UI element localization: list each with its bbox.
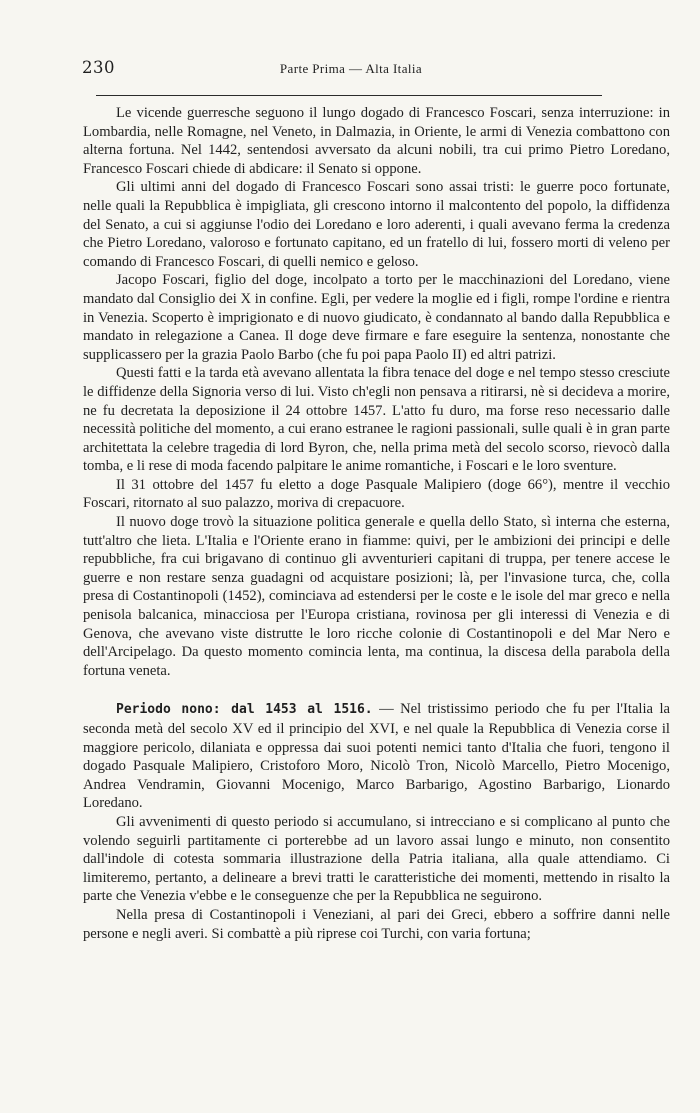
- paragraph: Jacopo Foscari, figlio del doge, incolpato a torto per le macchinazioni del Loredano, viene mandato dal Consiglio dei X in confine. Egli, per vedere la moglie ed i figli, rompe l'ordine e rientra in Venezia. Scoperto è imprigionato e di nuovo giudicato, è condannato al bando dalla Repubblica e mandato in relegazione a Canea. Il doge deve firmare e fare eseguire la sentenza, nonostante che supplicassero per la grazia Paolo Barbo (che fu poi papa Paolo II) ed altri patrizi.: [83, 272, 670, 363]
- paragraph: Nella presa di Costantinopoli i Veneziani, al pari dei Greci, ebbero a soffrire danni nelle persone e negli averi. Si combattè a più riprese coi Turchi, con varia fortuna;: [83, 906, 670, 942]
- paragraph: Il nuovo doge trovò la situazione politica generale e quella dello Stato, sì interna che esterna, tutt'altro che lieta. L'Italia e l'Oriente erano in fiamme: quivi, per le ambizioni dei principi e delle repubbliche, fra cui brigavano di continuo gli avventurieri capitani di truppa, per tenere accese le guerre e non restare senza guadagni od acquistare posizioni; là, per l'invasione turca, che, colla presa di Costantinopoli (1452), cominciava ad estendersi per le coste e le isole del mar greco e nella penisola balcanica, minacciosa per l'Europa cristiana, rovinosa per gli interessi di Venezia e di Genova, che avevano viste distrutte le loro ricche colonie di Costantinopoli e del Mar Nero e dell'Arcipelago. Da questo momento comincia lenta, ma continua, la discesa della parabola della fortuna veneta.: [83, 514, 670, 679]
- running-title: Parte Prima — Alta Italia: [279, 61, 423, 76]
- header-rule: [96, 95, 602, 96]
- period-intro: — Nel tristissimo periodo che fu per l'Italia la seconda metà del secolo XV ed il principio del XVI, e nel quale la Repubblica di Venezia corse il maggiore pericolo, dilaniata e oppressa dai suoi potenti nemici tanto d'Italia che fuori, tengono il dogado Pasquale Malipiero, Cristoforo Moro, Nicolò Tron, Nicolò Marcello, Pietro Mocenigo, Andrea Vendramin, Giovanni Mocenigo, Marco Barbarigo, Agostino Barbarigo, Lionardo Loredano.: [83, 701, 670, 812]
- paragraph: Questi fatti e la tarda età avevano allentata la fibra tenace del doge e nel tempo stesso cresciute le diffidenze della Signoria verso di lui. Visto ch'egli non pensava a ritirarsi, nè si decideva a morire, ne fu decretata la deposizione il 24 ottobre 1457. L'atto fu duro, ma forse reso necessario dalle necessità politiche del momento, a cui erano estranee le ragioni passionali, sulle quali è in gran parte architettata la celebre tragedia di lord Byron, che, nella prima metà del secolo scorso, rievocò dalla tomba, e li rese di moda facendo palpitare le anime romantiche, i Foscari e le loro sventure.: [83, 365, 670, 475]
- period-heading: Periodo nono: dal 1453 al 1516.: [116, 702, 373, 718]
- paragraph: Gli ultimi anni del dogado di Francesco Foscari sono assai tristi: le guerre poco fortunate, nelle quali la Repubblica è impigliata, gli crescono intorno il malcontento del popolo, la diffidenza del Senato, a cui si aggiunse l'odio dei Loredano e loro aderenti, i quali avevano ferma la credenza che Pietro Loredano, valoroso e fortunato capitano, ed un fratello di lui, fossero morti di veleno per comando di Francesco Foscari, di quelli nemico e geloso.: [83, 179, 670, 270]
- paragraph: Il 31 ottobre del 1457 fu eletto a doge Pasquale Malipiero (doge 66°), mentre il vecchio Foscari, ritornato al suo palazzo, moriva di crepacuore.: [83, 476, 670, 512]
- section-gap: [83, 680, 670, 700]
- period-paragraph: [83, 700, 670, 813]
- body-text: [83, 104, 670, 943]
- page-number: 230: [82, 58, 115, 77]
- page-header: [82, 58, 620, 82]
- paragraph: Gli avvenimenti di questo periodo si accumulano, si intrecciano e si complicano al punto che volendo seguirli partitamente ci porterebbe ad un lavoro assai lungo e minuto, non consentito dall'indole di cotesta sommaria illustrazione della Patria italiana, alla quale attendiamo. Ci limiteremo, pertanto, a delineare a brevi tratti le caratteristiche dei momenti, mettendo in risalto la parte che Venezia v'ebbe e le conseguenze che per la Repubblica ne seguirono.: [83, 813, 670, 905]
- paragraph: Le vicende guerresche seguono il lungo dogado di Francesco Foscari, senza interruzione: in Lombardia, nelle Romagne, nel Veneto, in Dalmazia, in Oriente, le armi di Venezia combattono con alterna fortuna. Nel 1442, sentendosi avversato da alcuni nobili, tra cui primo Pietro Loredano, Francesco Foscari chiede di abdicare: il Senato si oppone.: [83, 105, 670, 177]
